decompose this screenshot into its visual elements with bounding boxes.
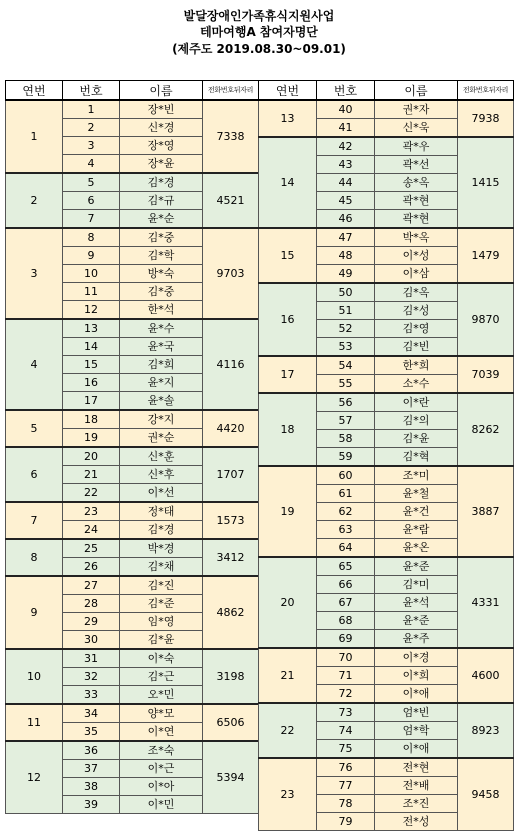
participant-number: 68 bbox=[317, 612, 375, 630]
participant-name: 오*민 bbox=[120, 686, 203, 705]
participant-name: 권*자 bbox=[375, 100, 458, 119]
participant-number: 53 bbox=[317, 338, 375, 357]
participant-number: 20 bbox=[63, 447, 120, 466]
phone-last-digits: 6506 bbox=[203, 704, 259, 741]
phone-last-digits: 4521 bbox=[203, 173, 259, 228]
participant-name: 윤*준 bbox=[375, 557, 458, 576]
participant-number: 3 bbox=[63, 137, 120, 155]
participant-name: 권*순 bbox=[120, 429, 203, 448]
participant-number: 16 bbox=[63, 374, 120, 392]
participant-name: 김*학 bbox=[120, 247, 203, 265]
phone-last-digits: 9870 bbox=[458, 283, 514, 356]
participant-number: 72 bbox=[317, 685, 375, 704]
table-row bbox=[259, 393, 514, 412]
participant-number: 21 bbox=[63, 466, 120, 484]
participant-name: 방*숙 bbox=[120, 265, 203, 283]
participant-number: 38 bbox=[63, 778, 120, 796]
table-row bbox=[6, 649, 259, 668]
participant-name: 신*경 bbox=[120, 119, 203, 137]
participant-number: 44 bbox=[317, 174, 375, 192]
participant-name: 이*근 bbox=[120, 760, 203, 778]
col-header-seq: 연번 bbox=[259, 81, 317, 101]
participant-name: 장*빈 bbox=[120, 100, 203, 119]
group-seq-cell: 22 bbox=[259, 703, 317, 758]
participant-number: 39 bbox=[63, 796, 120, 814]
phone-last-digits: 1415 bbox=[458, 137, 514, 228]
doc-title: 발달장애인가족휴식지원사업 bbox=[183, 9, 335, 23]
participant-name: 이*선 bbox=[120, 484, 203, 503]
participant-number: 59 bbox=[317, 448, 375, 467]
participant-name: 김*중 bbox=[120, 283, 203, 301]
participant-number: 24 bbox=[63, 521, 120, 540]
participant-number: 63 bbox=[317, 521, 375, 539]
table-row bbox=[6, 741, 259, 760]
participant-number: 27 bbox=[63, 576, 120, 595]
group-seq-cell: 3 bbox=[6, 228, 63, 319]
group-seq-cell: 12 bbox=[6, 741, 63, 814]
header-row bbox=[259, 81, 514, 101]
participant-name: 곽*선 bbox=[375, 156, 458, 174]
participant-name: 김*빈 bbox=[375, 338, 458, 357]
participant-name: 이*아 bbox=[120, 778, 203, 796]
group-seq-cell: 7 bbox=[6, 502, 63, 539]
group-seq-cell: 23 bbox=[259, 758, 317, 831]
participant-number: 51 bbox=[317, 302, 375, 320]
participant-name: 곽*현 bbox=[375, 210, 458, 229]
participant-name: 전*현 bbox=[375, 758, 458, 777]
group-seq-cell: 8 bbox=[6, 539, 63, 576]
participant-name: 윤*순 bbox=[120, 210, 203, 229]
group-seq-cell: 16 bbox=[259, 283, 317, 356]
participant-name: 윤*준 bbox=[375, 612, 458, 630]
participant-number: 30 bbox=[63, 631, 120, 650]
participant-name: 조*진 bbox=[375, 795, 458, 813]
participant-name: 김*경 bbox=[120, 521, 203, 540]
phone-last-digits: 1707 bbox=[203, 447, 259, 502]
participant-number: 47 bbox=[317, 228, 375, 247]
phone-last-digits: 4862 bbox=[203, 576, 259, 649]
participant-name: 소*수 bbox=[375, 375, 458, 394]
participant-number: 7 bbox=[63, 210, 120, 229]
group-seq-cell: 5 bbox=[6, 410, 63, 447]
participant-name: 김*채 bbox=[120, 558, 203, 577]
group-seq-cell: 6 bbox=[6, 447, 63, 502]
phone-last-digits: 9458 bbox=[458, 758, 514, 831]
participant-name: 김*혁 bbox=[375, 448, 458, 467]
table-row bbox=[6, 447, 259, 466]
table-row bbox=[6, 502, 259, 521]
phone-last-digits: 5394 bbox=[203, 741, 259, 814]
participant-number: 79 bbox=[317, 813, 375, 831]
participant-name: 윤*주 bbox=[375, 630, 458, 649]
participant-number: 17 bbox=[63, 392, 120, 411]
participant-name: 김*미 bbox=[375, 576, 458, 594]
participant-number: 29 bbox=[63, 613, 120, 631]
phone-last-digits: 4116 bbox=[203, 319, 259, 410]
participant-number: 69 bbox=[317, 630, 375, 649]
group-seq-cell: 10 bbox=[6, 649, 63, 704]
participant-name: 이*애 bbox=[375, 740, 458, 759]
participant-name: 임*영 bbox=[120, 613, 203, 631]
participant-name: 윤*석 bbox=[375, 594, 458, 612]
header-row bbox=[6, 81, 259, 101]
group-seq-cell: 13 bbox=[259, 100, 317, 137]
group-seq-cell: 19 bbox=[259, 466, 317, 557]
participant-number: 65 bbox=[317, 557, 375, 576]
table-row bbox=[259, 356, 514, 375]
participant-number: 4 bbox=[63, 155, 120, 174]
table-row bbox=[259, 648, 514, 667]
group-seq-cell: 2 bbox=[6, 173, 63, 228]
col-header-phone: 전화번호뒤자리 bbox=[458, 81, 514, 101]
participant-name: 신*훈 bbox=[120, 447, 203, 466]
phone-last-digits: 7039 bbox=[458, 356, 514, 393]
participant-name: 이*숙 bbox=[120, 649, 203, 668]
participant-name: 김*옥 bbox=[375, 283, 458, 302]
participant-number: 40 bbox=[317, 100, 375, 119]
participant-name: 윤*철 bbox=[375, 485, 458, 503]
participant-number: 18 bbox=[63, 410, 120, 429]
table-row bbox=[6, 319, 259, 338]
participant-name: 양*모 bbox=[120, 704, 203, 723]
participant-name: 조*숙 bbox=[120, 741, 203, 760]
group-seq-cell: 18 bbox=[259, 393, 317, 466]
participant-number: 52 bbox=[317, 320, 375, 338]
participant-number: 36 bbox=[63, 741, 120, 760]
participant-name: 장*영 bbox=[120, 137, 203, 155]
table-row bbox=[6, 173, 259, 192]
participant-number: 34 bbox=[63, 704, 120, 723]
phone-last-digits: 3198 bbox=[203, 649, 259, 704]
col-header-num: 번호 bbox=[63, 81, 120, 101]
participant-name: 신*욱 bbox=[375, 119, 458, 138]
participant-number: 23 bbox=[63, 502, 120, 521]
participant-number: 57 bbox=[317, 412, 375, 430]
participant-name: 김*진 bbox=[120, 576, 203, 595]
participant-number: 74 bbox=[317, 722, 375, 740]
group-seq-cell: 14 bbox=[259, 137, 317, 228]
participant-name: 김*성 bbox=[375, 302, 458, 320]
participant-number: 67 bbox=[317, 594, 375, 612]
participant-name: 정*태 bbox=[120, 502, 203, 521]
participant-name: 김*윤 bbox=[120, 631, 203, 650]
phone-last-digits: 8262 bbox=[458, 393, 514, 466]
table-row bbox=[259, 466, 514, 485]
participant-name: 한*희 bbox=[375, 356, 458, 375]
participant-name: 윤*온 bbox=[375, 539, 458, 558]
phone-last-digits: 3412 bbox=[203, 539, 259, 576]
participant-number: 58 bbox=[317, 430, 375, 448]
table-row bbox=[259, 100, 514, 119]
participant-name: 이*경 bbox=[375, 648, 458, 667]
participant-number: 12 bbox=[63, 301, 120, 320]
group-seq-cell: 9 bbox=[6, 576, 63, 649]
col-header-name: 이름 bbox=[120, 81, 203, 101]
participant-name: 한*석 bbox=[120, 301, 203, 320]
phone-last-digits: 4600 bbox=[458, 648, 514, 703]
col-header-name: 이름 bbox=[375, 81, 458, 101]
participant-number: 15 bbox=[63, 356, 120, 374]
participant-name: 이*희 bbox=[375, 667, 458, 685]
participant-number: 56 bbox=[317, 393, 375, 412]
participant-number: 49 bbox=[317, 265, 375, 284]
participant-number: 71 bbox=[317, 667, 375, 685]
participant-name: 김*윤 bbox=[375, 430, 458, 448]
participant-name: 이*란 bbox=[375, 393, 458, 412]
phone-last-digits: 1479 bbox=[458, 228, 514, 283]
participant-number: 75 bbox=[317, 740, 375, 759]
group-seq-cell: 4 bbox=[6, 319, 63, 410]
participant-number: 77 bbox=[317, 777, 375, 795]
group-seq-cell: 1 bbox=[6, 100, 63, 173]
participant-name: 엄*학 bbox=[375, 722, 458, 740]
participant-number: 78 bbox=[317, 795, 375, 813]
participant-name: 전*성 bbox=[375, 813, 458, 831]
participant-name: 김*근 bbox=[120, 668, 203, 686]
table-row bbox=[6, 228, 259, 247]
participant-name: 윤*솔 bbox=[120, 392, 203, 411]
table-row bbox=[6, 100, 259, 119]
participant-number: 1 bbox=[63, 100, 120, 119]
phone-last-digits: 8923 bbox=[458, 703, 514, 758]
participant-number: 10 bbox=[63, 265, 120, 283]
participant-number: 19 bbox=[63, 429, 120, 448]
phone-last-digits: 4420 bbox=[203, 410, 259, 447]
participant-name: 곽*우 bbox=[375, 137, 458, 156]
phone-last-digits: 1573 bbox=[203, 502, 259, 539]
group-seq-cell: 17 bbox=[259, 356, 317, 393]
participant-name: 이*민 bbox=[120, 796, 203, 814]
group-seq-cell: 11 bbox=[6, 704, 63, 741]
participant-number: 50 bbox=[317, 283, 375, 302]
table-row bbox=[6, 410, 259, 429]
participant-name: 김*규 bbox=[120, 192, 203, 210]
participant-name: 김*영 bbox=[375, 320, 458, 338]
col-header-seq: 연번 bbox=[6, 81, 63, 101]
participant-name: 김*준 bbox=[120, 595, 203, 613]
participant-number: 25 bbox=[63, 539, 120, 558]
table-row bbox=[259, 758, 514, 777]
participant-number: 8 bbox=[63, 228, 120, 247]
participant-number: 61 bbox=[317, 485, 375, 503]
table-row bbox=[259, 283, 514, 302]
participant-name: 윤*수 bbox=[120, 319, 203, 338]
participant-number: 5 bbox=[63, 173, 120, 192]
participant-number: 73 bbox=[317, 703, 375, 722]
doc-subtitle: 테마여행A 참여자명단 bbox=[200, 25, 318, 39]
participant-number: 14 bbox=[63, 338, 120, 356]
participant-number: 28 bbox=[63, 595, 120, 613]
participant-number: 26 bbox=[63, 558, 120, 577]
group-seq-cell: 15 bbox=[259, 228, 317, 283]
participant-name: 윤*국 bbox=[120, 338, 203, 356]
participant-name: 윤*람 bbox=[375, 521, 458, 539]
participant-number: 6 bbox=[63, 192, 120, 210]
table-row bbox=[259, 703, 514, 722]
participant-name: 신*후 bbox=[120, 466, 203, 484]
participant-number: 76 bbox=[317, 758, 375, 777]
col-header-phone: 전화번호뒤자리 bbox=[203, 81, 259, 101]
participant-number: 11 bbox=[63, 283, 120, 301]
participant-table-left bbox=[5, 80, 259, 814]
participant-name: 송*옥 bbox=[375, 174, 458, 192]
table-row bbox=[6, 576, 259, 595]
participant-name: 김*의 bbox=[375, 412, 458, 430]
participant-number: 41 bbox=[317, 119, 375, 138]
participant-name: 김*경 bbox=[120, 173, 203, 192]
participant-number: 48 bbox=[317, 247, 375, 265]
group-seq-cell: 20 bbox=[259, 557, 317, 648]
table-row bbox=[6, 704, 259, 723]
table-row bbox=[259, 228, 514, 247]
table-row bbox=[259, 137, 514, 156]
participant-number: 13 bbox=[63, 319, 120, 338]
participant-name: 강*지 bbox=[120, 410, 203, 429]
participant-name: 이*삼 bbox=[375, 265, 458, 284]
participant-number: 42 bbox=[317, 137, 375, 156]
participant-number: 33 bbox=[63, 686, 120, 705]
participant-number: 46 bbox=[317, 210, 375, 229]
participant-name: 김*중 bbox=[120, 228, 203, 247]
participant-number: 66 bbox=[317, 576, 375, 594]
participant-number: 45 bbox=[317, 192, 375, 210]
participant-number: 70 bbox=[317, 648, 375, 667]
phone-last-digits: 7338 bbox=[203, 100, 259, 173]
participant-name: 이*애 bbox=[375, 685, 458, 704]
participant-name: 박*경 bbox=[120, 539, 203, 558]
phone-last-digits: 4331 bbox=[458, 557, 514, 648]
participant-number: 60 bbox=[317, 466, 375, 485]
participant-number: 2 bbox=[63, 119, 120, 137]
participant-name: 조*미 bbox=[375, 466, 458, 485]
participant-name: 장*윤 bbox=[120, 155, 203, 174]
participant-name: 박*옥 bbox=[375, 228, 458, 247]
table-row bbox=[259, 557, 514, 576]
participant-name: 윤*건 bbox=[375, 503, 458, 521]
phone-last-digits: 9703 bbox=[203, 228, 259, 319]
participant-number: 62 bbox=[317, 503, 375, 521]
participant-table-right bbox=[258, 80, 514, 831]
participant-number: 37 bbox=[63, 760, 120, 778]
participant-name: 이*연 bbox=[120, 723, 203, 742]
participant-name: 김*희 bbox=[120, 356, 203, 374]
participant-number: 32 bbox=[63, 668, 120, 686]
participant-number: 55 bbox=[317, 375, 375, 394]
participant-number: 35 bbox=[63, 723, 120, 742]
participant-number: 9 bbox=[63, 247, 120, 265]
col-header-num: 번호 bbox=[317, 81, 375, 101]
phone-last-digits: 7938 bbox=[458, 100, 514, 137]
phone-last-digits: 3887 bbox=[458, 466, 514, 557]
participant-name: 윤*지 bbox=[120, 374, 203, 392]
participant-name: 이*성 bbox=[375, 247, 458, 265]
group-seq-cell: 21 bbox=[259, 648, 317, 703]
participant-number: 22 bbox=[63, 484, 120, 503]
doc-period: (제주도 2019.08.30~09.01) bbox=[172, 42, 346, 56]
participant-name: 곽*현 bbox=[375, 192, 458, 210]
participant-number: 64 bbox=[317, 539, 375, 558]
participant-number: 54 bbox=[317, 356, 375, 375]
participant-name: 엄*빈 bbox=[375, 703, 458, 722]
participant-number: 43 bbox=[317, 156, 375, 174]
participant-name: 전*배 bbox=[375, 777, 458, 795]
table-row bbox=[6, 539, 259, 558]
participant-number: 31 bbox=[63, 649, 120, 668]
